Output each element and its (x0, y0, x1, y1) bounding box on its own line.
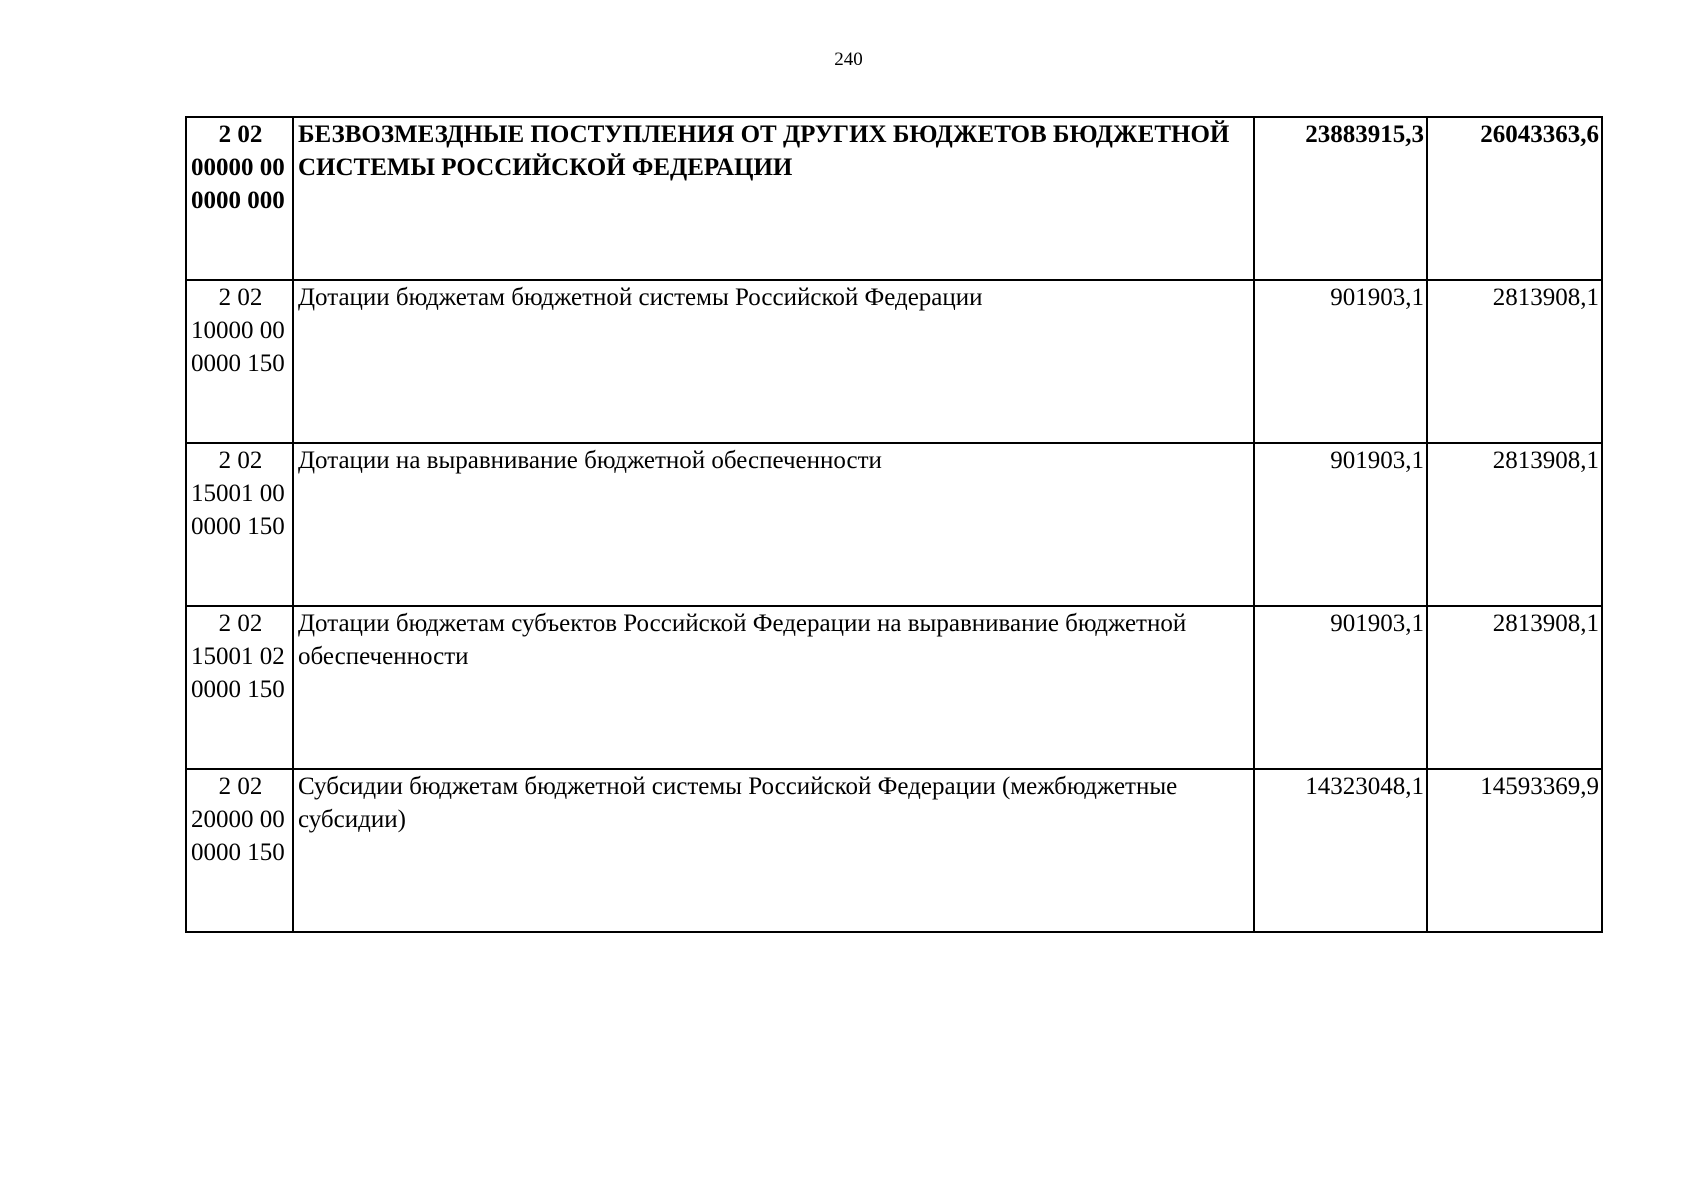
budget-code-cell (186, 280, 293, 443)
value-cell-1: 901903,1 (1254, 606, 1427, 769)
description-cell: Дотации на выравнивание бюджетной обеспеченности (293, 443, 1254, 606)
code-line: 2 02 (218, 284, 263, 311)
code-line: 0000 150 (191, 839, 285, 866)
budget-code-cell (186, 443, 293, 606)
code-line: 0000 150 (191, 676, 285, 703)
value-cell-2: 2813908,1 (1427, 443, 1602, 606)
value-cell-1: 23883915,3 (1254, 117, 1427, 280)
code-line: 10000 00 (191, 317, 285, 344)
description-cell: Дотации бюджетам субъектов Российской Федерации на выравнивание бюджетной обеспеченности (293, 606, 1254, 769)
code-line: 20000 00 (191, 806, 285, 833)
table-row (186, 443, 1602, 606)
code-line: 00000 00 (191, 154, 285, 181)
value-cell-2: 2813908,1 (1427, 606, 1602, 769)
budget-table (185, 116, 1603, 933)
table-row (186, 769, 1602, 932)
value-cell-1: 14323048,1 (1254, 769, 1427, 932)
page-number: 240 (834, 49, 863, 70)
budget-code-cell (186, 769, 293, 932)
value-cell-1: 901903,1 (1254, 443, 1427, 606)
code-line: 2 02 (218, 121, 263, 148)
code-line: 2 02 (218, 610, 263, 637)
value-cell-2: 26043363,6 (1427, 117, 1602, 280)
code-line: 15001 00 (191, 480, 285, 507)
description-cell: БЕЗВОЗМЕЗДНЫЕ ПОСТУПЛЕНИЯ ОТ ДРУГИХ БЮДЖЕТОВ БЮДЖЕТНОЙ СИСТЕМЫ РОССИЙСКОЙ ФЕДЕРАЦИИ (293, 117, 1254, 280)
table-row (186, 117, 1602, 280)
value-cell-1: 901903,1 (1254, 280, 1427, 443)
value-cell-2: 2813908,1 (1427, 280, 1602, 443)
budget-code-cell (186, 606, 293, 769)
code-line: 2 02 (218, 773, 263, 800)
code-line: 15001 02 (191, 643, 285, 670)
budget-code-cell (186, 117, 293, 280)
description-cell: Дотации бюджетам бюджетной системы Российской Федерации (293, 280, 1254, 443)
code-line: 2 02 (218, 447, 263, 474)
table-row (186, 606, 1602, 769)
code-line: 0000 000 (191, 187, 285, 214)
description-cell: Субсидии бюджетам бюджетной системы Российской Федерации (межбюджетные субсидии) (293, 769, 1254, 932)
table-row (186, 280, 1602, 443)
value-cell-2: 14593369,9 (1427, 769, 1602, 932)
code-line: 0000 150 (191, 350, 285, 377)
code-line: 0000 150 (191, 513, 285, 540)
